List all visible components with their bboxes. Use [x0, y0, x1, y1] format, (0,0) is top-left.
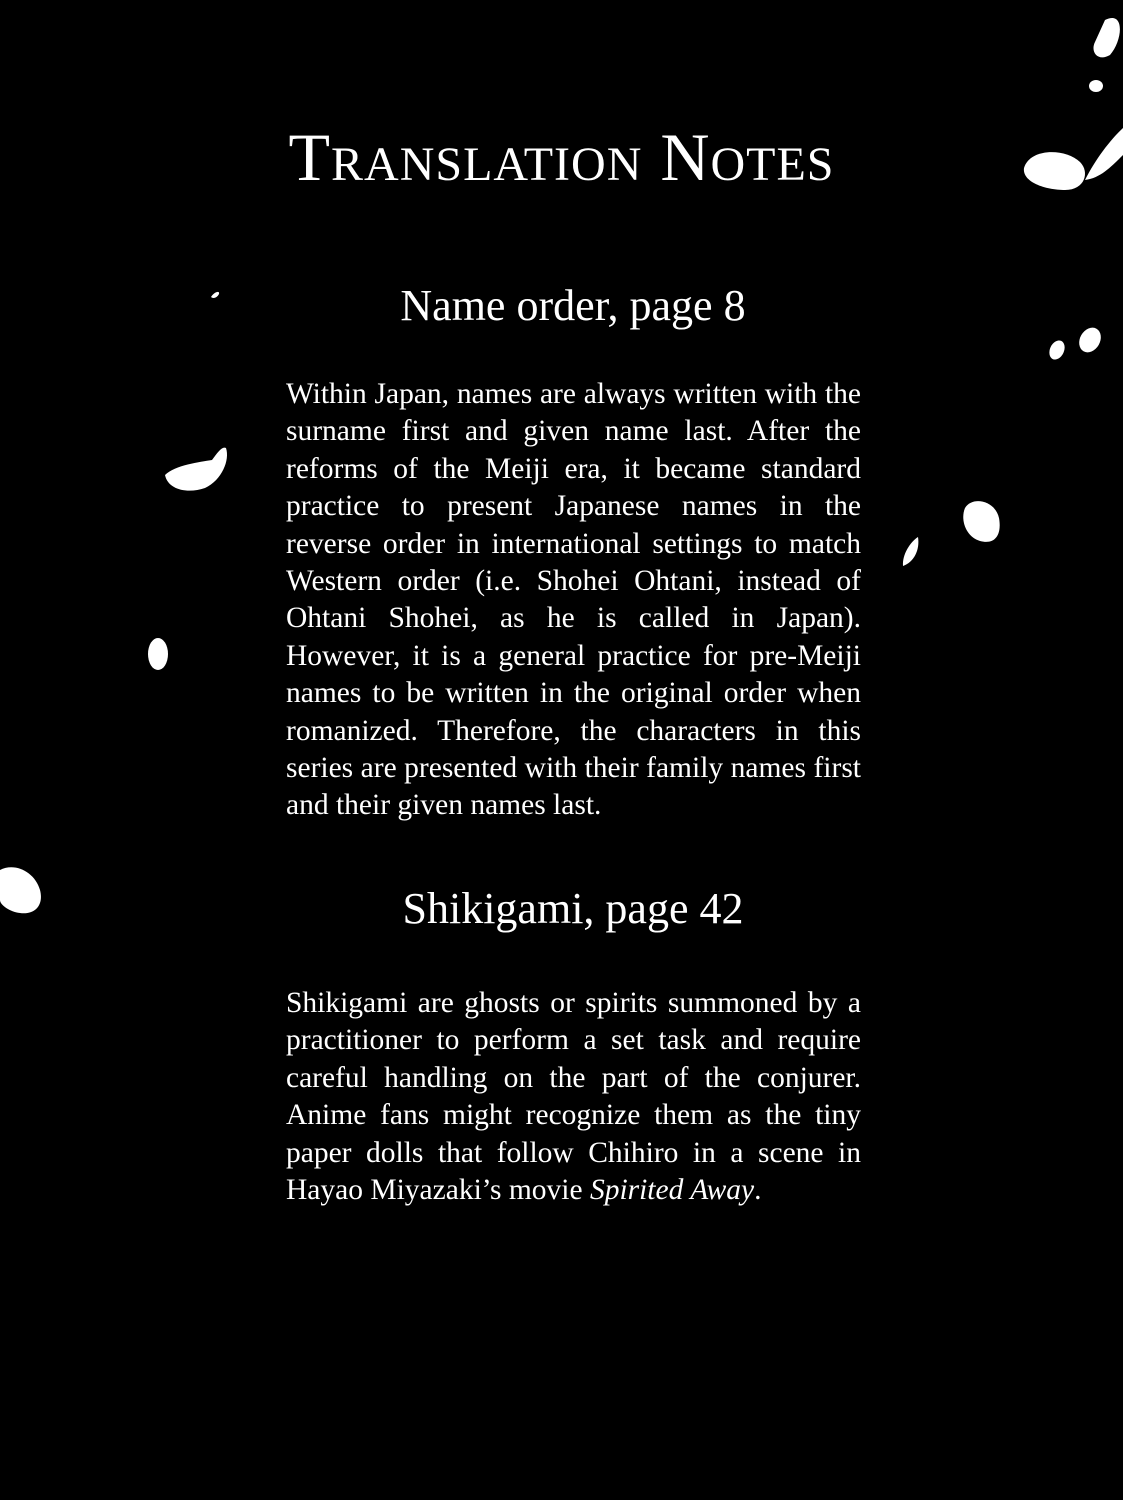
note-body-end: . [754, 1174, 762, 1207]
movie-title: Spirited Away [589, 1174, 755, 1207]
petal-icon [1046, 338, 1067, 362]
petal-icon [1093, 18, 1119, 57]
petal-icon [165, 448, 227, 491]
note-heading-shikigami: Shikigami, page 42 [402, 884, 744, 933]
petal-icon [148, 638, 168, 670]
note-body-shikigami [286, 985, 861, 1209]
petal-icon [1089, 80, 1103, 92]
petal-icon [903, 537, 918, 566]
note-body-text: Shikigami are ghosts or spirits summoned by a practitioner to perform a set task and require careful handling on the part of the conjurer. Anime fans might recognize them as the tiny paper dolls that follow Chihiro in a scene in Hayao Miyazaki’s movie [286, 987, 861, 1207]
page-title: Translation Notes [288, 119, 835, 195]
note-heading-name-order: Name order, page 8 [400, 281, 746, 330]
petal-icon [963, 501, 999, 542]
note-body-name-order: Within Japan, names are always written with the surname first and given name last. After the reforms of the Meiji era, it became standard practice to present Japanese names in the reverse order in international settings to match Western order (i.e. Shohei Ohtani, instead of Ohtani Shohei, as he is called in Japan). However, it is a general practice for pre-Meiji names to be written in the original order when romanized. Therefore, the characters in this series are presented with their family names first and their given names last. [286, 378, 861, 822]
